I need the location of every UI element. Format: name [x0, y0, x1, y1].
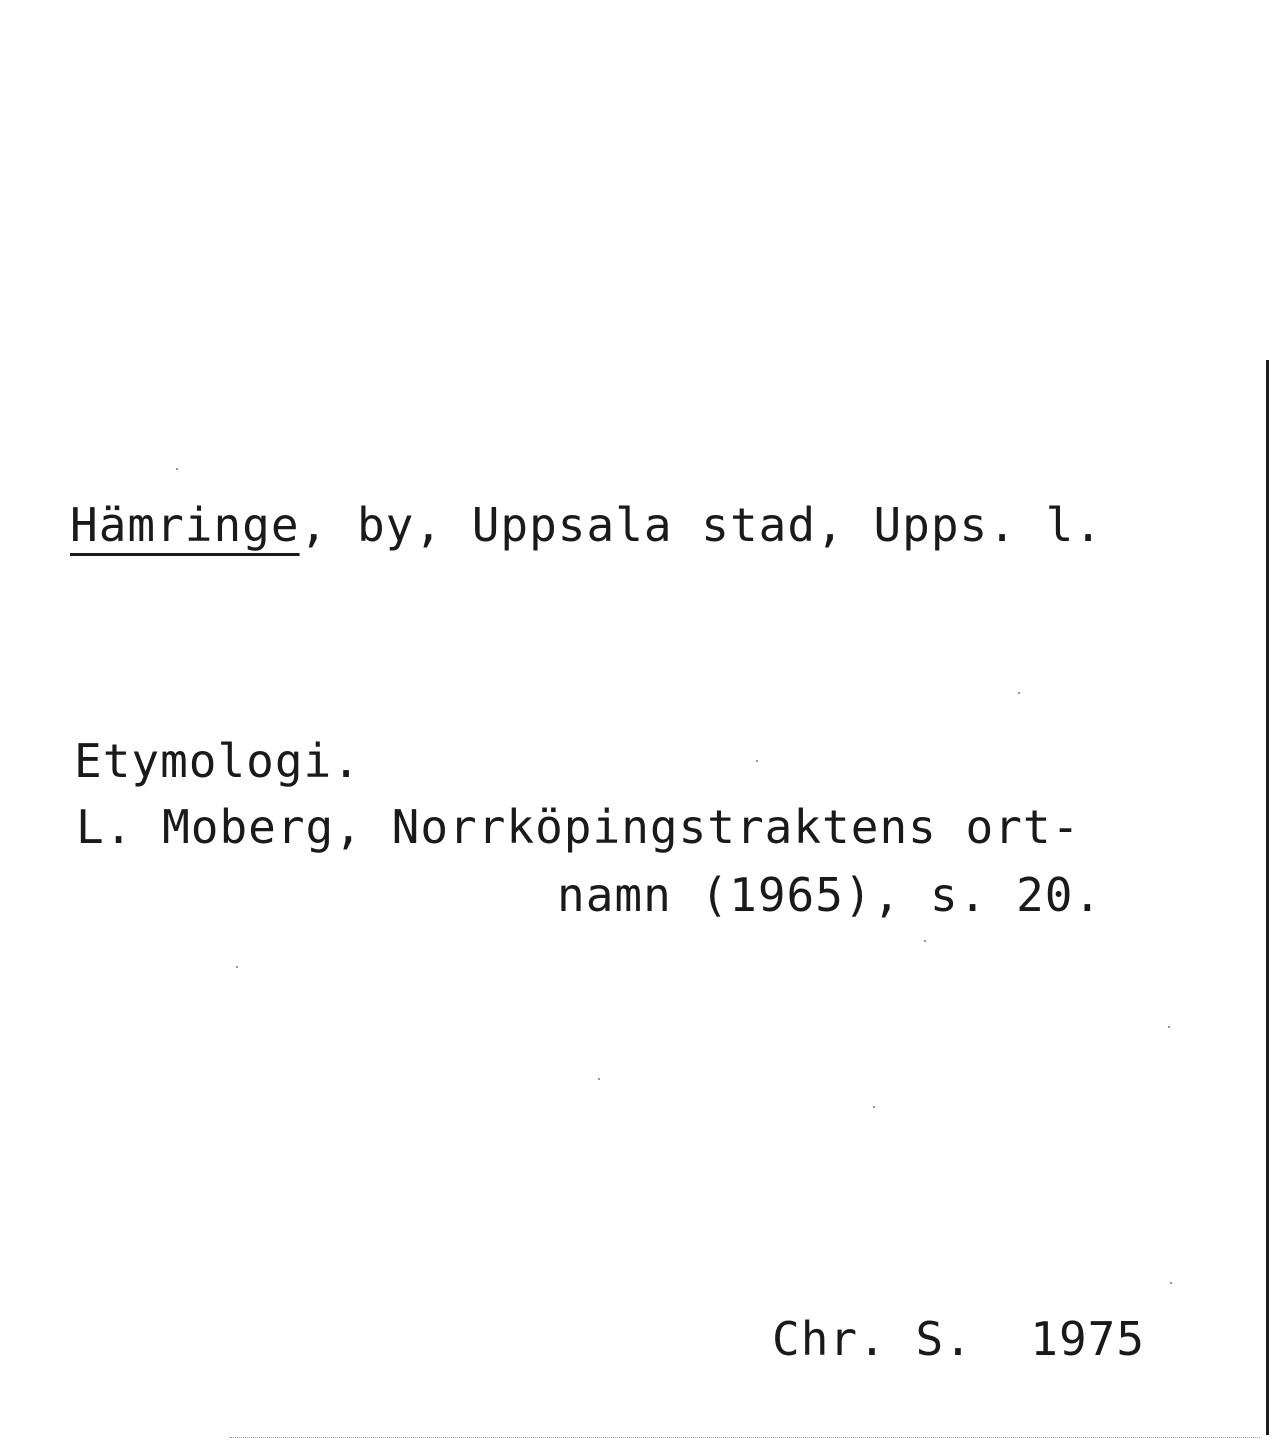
paper-speck	[1170, 1282, 1172, 1284]
reference-line-1: L. Moberg, Norrköpingstraktens ort-	[76, 800, 1081, 854]
paper-speck	[924, 940, 926, 942]
headword: Hämringe	[70, 498, 300, 552]
paper-speck	[873, 1106, 875, 1108]
card-header	[70, 498, 1104, 552]
card-bottom-edge	[230, 1437, 1260, 1439]
paper-speck	[756, 760, 758, 762]
section-label: Etymologi.	[74, 734, 361, 788]
card-right-edge	[1266, 360, 1269, 1435]
header-details: , by, Uppsala stad, Upps. l.	[299, 498, 1104, 552]
paper-speck	[598, 1078, 600, 1080]
signature: Chr. S. 1975	[772, 1312, 1146, 1366]
paper-speck	[1018, 692, 1020, 694]
paper-speck	[176, 468, 178, 470]
reference-line-2: namn (1965), s. 20.	[557, 868, 1103, 922]
paper-speck	[1168, 1026, 1170, 1028]
paper-speck	[236, 966, 238, 968]
